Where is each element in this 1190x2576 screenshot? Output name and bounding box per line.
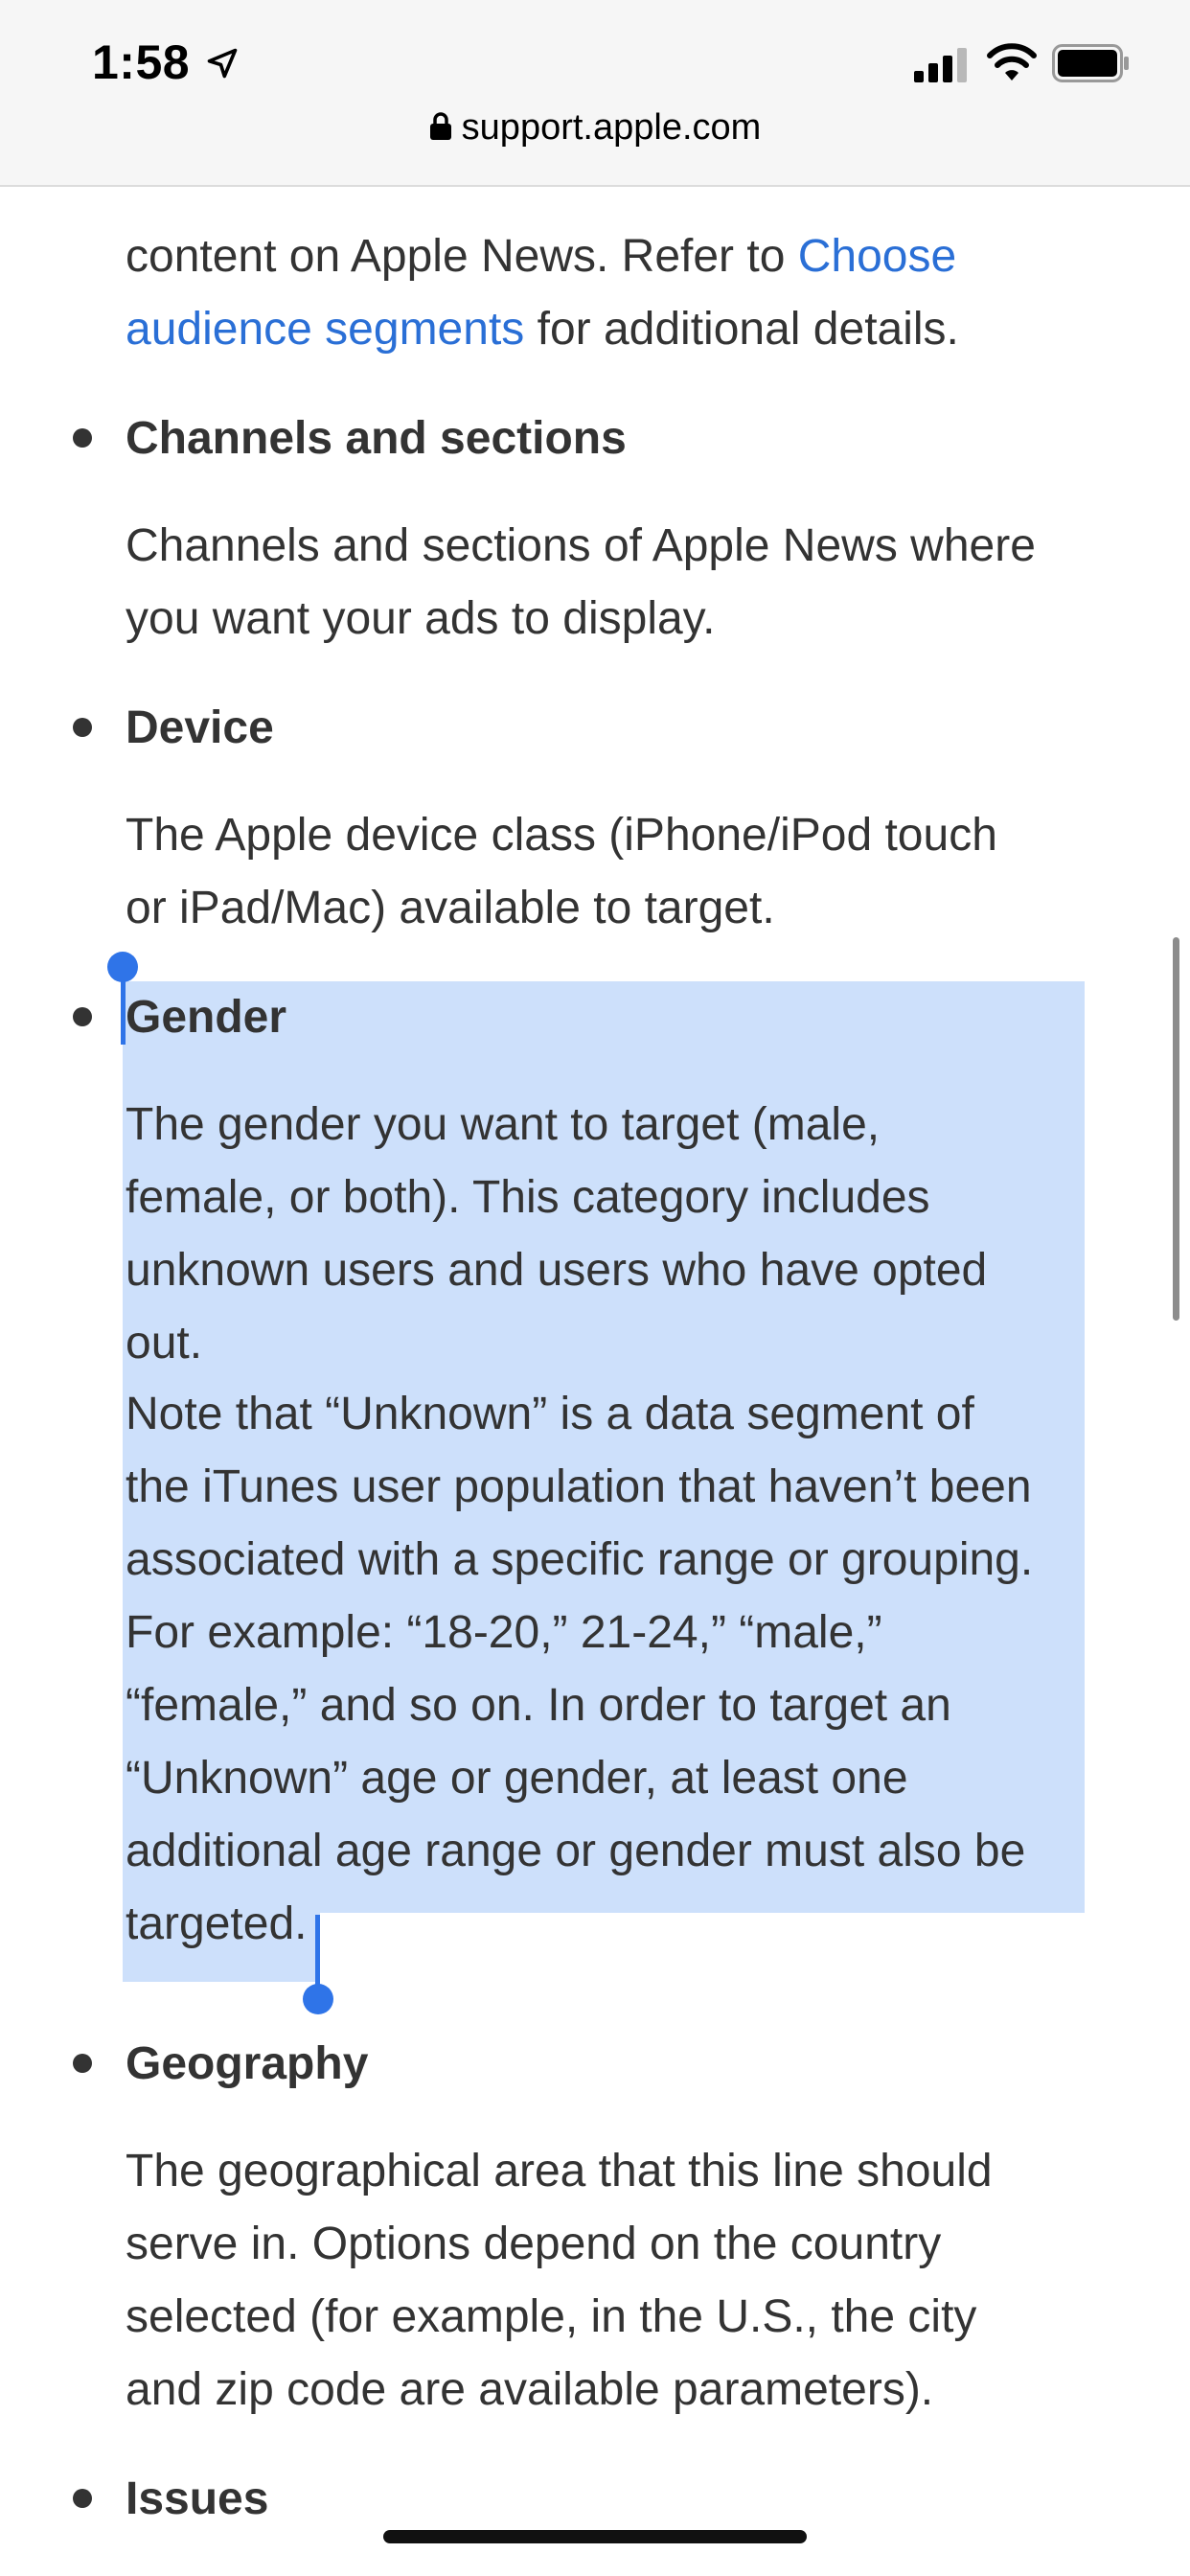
item-desc-device: [126, 799, 1084, 945]
address-url: support.apple.com: [461, 107, 762, 148]
desc-line: Channels and sections of Apple News where: [126, 520, 1036, 571]
item-desc-channels: [126, 510, 1084, 656]
choose-audience-link[interactable]: Choose: [797, 231, 957, 282]
status-time: 1:58: [92, 35, 191, 89]
wifi-icon: [987, 42, 1037, 82]
desc-line: and zip code are available parameters).: [126, 2364, 934, 2415]
desc-line: serve in. Options depend on the country: [126, 2219, 942, 2269]
item-desc-gender: [126, 1089, 1084, 1380]
location-arrow-icon: [205, 46, 240, 80]
desc-line: you want your ads to display.: [126, 593, 716, 644]
selection-end-handle[interactable]: [303, 1984, 333, 2014]
desc-line: selected (for example, in the U.S., the city: [126, 2291, 977, 2342]
note-line: For example: “18-20,” 21-24,” “male,”: [126, 1607, 882, 1658]
desc-line: The geographical area that this line should: [126, 2146, 993, 2196]
item-desc-geography: [126, 2135, 1084, 2426]
note-line: Note that “Unknown” is a data segment of: [126, 1389, 974, 1439]
bullet-icon: [73, 1007, 92, 1026]
item-title-geography: Geography: [126, 2038, 369, 2089]
note-line: “female,” and so on. In order to target an: [126, 1680, 951, 1731]
item-title-gender: Gender: [126, 992, 287, 1043]
selection-start-handle[interactable]: [107, 952, 138, 982]
item-title-channels: Channels and sections: [126, 413, 627, 464]
item-title-issues: Issues: [126, 2473, 269, 2524]
note-line: the iTunes user population that haven’t been: [126, 1461, 1032, 1512]
note-line: “Unknown” age or gender, at least one: [126, 1753, 908, 1804]
audience-segments-link[interactable]: audience segments: [126, 304, 525, 355]
address-bar[interactable]: [0, 107, 1190, 149]
scrollbar[interactable]: [1173, 937, 1179, 1321]
intro-paragraph: [126, 220, 1084, 366]
selection-start-caret[interactable]: [121, 979, 126, 1045]
battery-icon: [1052, 44, 1131, 82]
desc-line: unknown users and users who have opted: [126, 1245, 988, 1296]
note-line: targeted.: [126, 1898, 308, 1949]
item-note-gender: [126, 1378, 1122, 1961]
browser-top-bar: [0, 0, 1190, 187]
note-line: associated with a specific range or grouping.: [126, 1534, 1034, 1585]
bullet-icon: [73, 718, 92, 737]
bullet-icon: [73, 428, 92, 448]
home-indicator[interactable]: [383, 2530, 807, 2543]
bullet-icon: [73, 2054, 92, 2073]
item-title-device: Device: [126, 702, 274, 753]
note-line: additional age range or gender must also be: [126, 1826, 1026, 1876]
desc-line: The Apple device class (iPhone/iPod touch: [126, 810, 997, 861]
intro-tail-text: for additional details.: [524, 304, 959, 355]
desc-line: female, or both). This category includes: [126, 1172, 930, 1223]
intro-text: content on Apple News. Refer to: [126, 231, 798, 282]
cellular-signal-icon: [914, 48, 968, 82]
bullet-icon: [73, 2489, 92, 2508]
desc-line: The gender you want to target (male,: [126, 1099, 881, 1150]
desc-line: or iPad/Mac) available to target.: [126, 883, 775, 933]
desc-line: out.: [126, 1318, 203, 1368]
lock-icon: [429, 112, 452, 141]
